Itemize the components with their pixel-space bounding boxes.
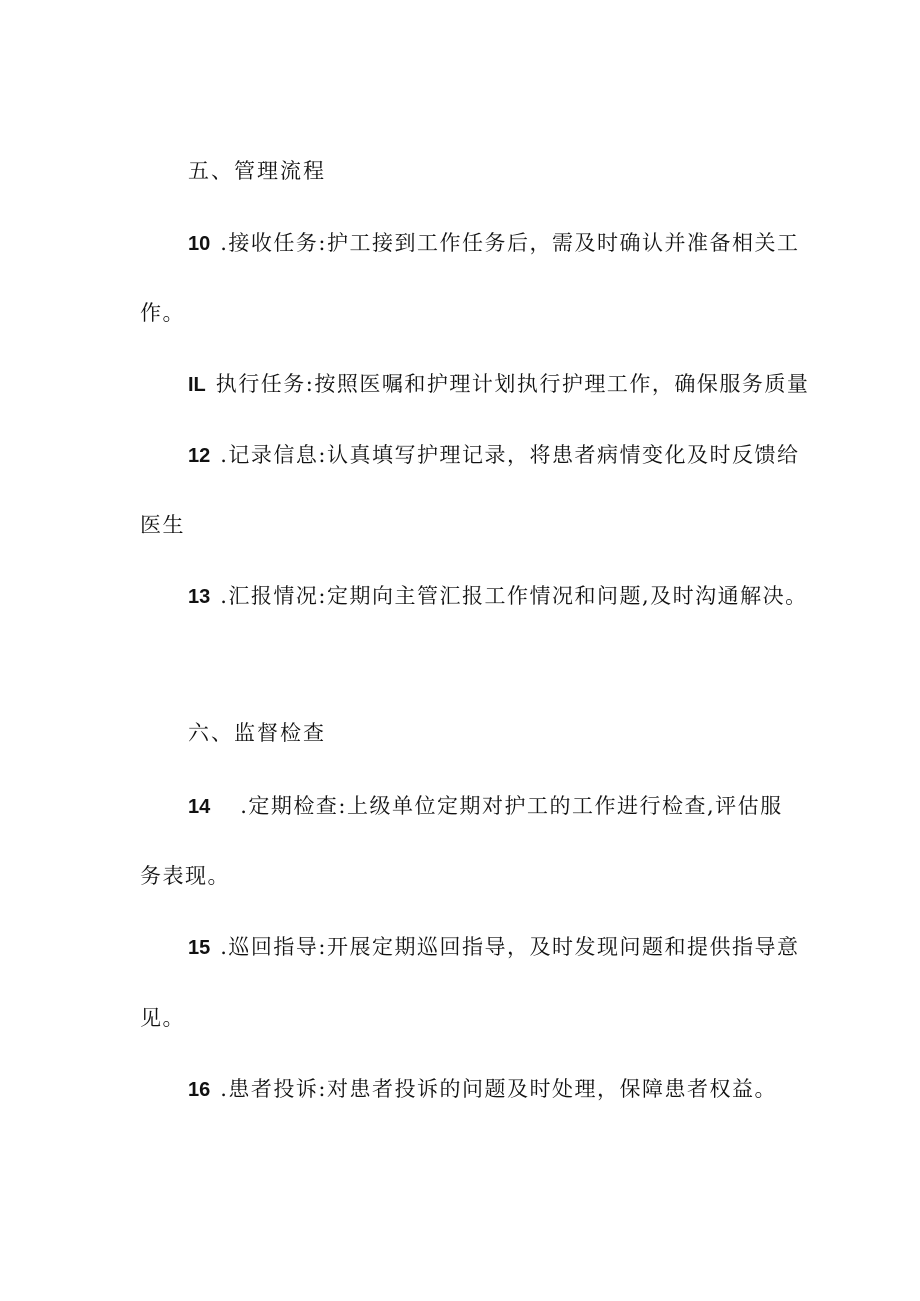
list-item-10-continuation: 作。 [140, 301, 185, 325]
list-item-15 [188, 932, 800, 963]
item-text: 执行任务:按照医嘱和护理计划执行护理工作，确保服务质量 [215, 372, 810, 396]
item-number: 10 [188, 233, 211, 255]
item-text: .患者投诉:对患者投诉的问题及时处理，保障患者权益。 [220, 1077, 777, 1101]
list-item-14 [188, 791, 783, 822]
list-item-14-continuation: 务表现。 [140, 864, 230, 888]
section-heading-6: 六、监督检查 [188, 721, 326, 745]
list-item-13 [188, 581, 808, 612]
item-number: 14 [188, 796, 211, 818]
list-item-16 [188, 1074, 777, 1105]
list-item-11 [188, 369, 809, 400]
item-number: 13 [188, 586, 211, 608]
list-item-12-continuation: 医生 [140, 513, 185, 537]
item-number: IL [188, 374, 206, 396]
item-text: .定期检查:上级单位定期对护工的工作进行检查,评估服 [240, 794, 783, 818]
section-heading-5: 五、管理流程 [188, 159, 326, 183]
item-number: 15 [188, 937, 211, 959]
item-text: .汇报情况:定期向主管汇报工作情况和问题,及时沟通解决。 [220, 584, 808, 608]
list-item-10 [188, 228, 800, 259]
item-text: .接收任务:护工接到工作任务后，需及时确认并准备相关工 [220, 231, 800, 255]
item-text: .巡回指导:开展定期巡回指导，及时发现问题和提供指导意 [220, 935, 800, 959]
item-text: .记录信息:认真填写护理记录，将患者病情变化及时反馈给 [220, 443, 800, 467]
list-item-12 [188, 440, 800, 471]
list-item-15-continuation: 见。 [140, 1006, 185, 1030]
item-number: 16 [188, 1079, 211, 1101]
item-number: 12 [188, 445, 211, 467]
